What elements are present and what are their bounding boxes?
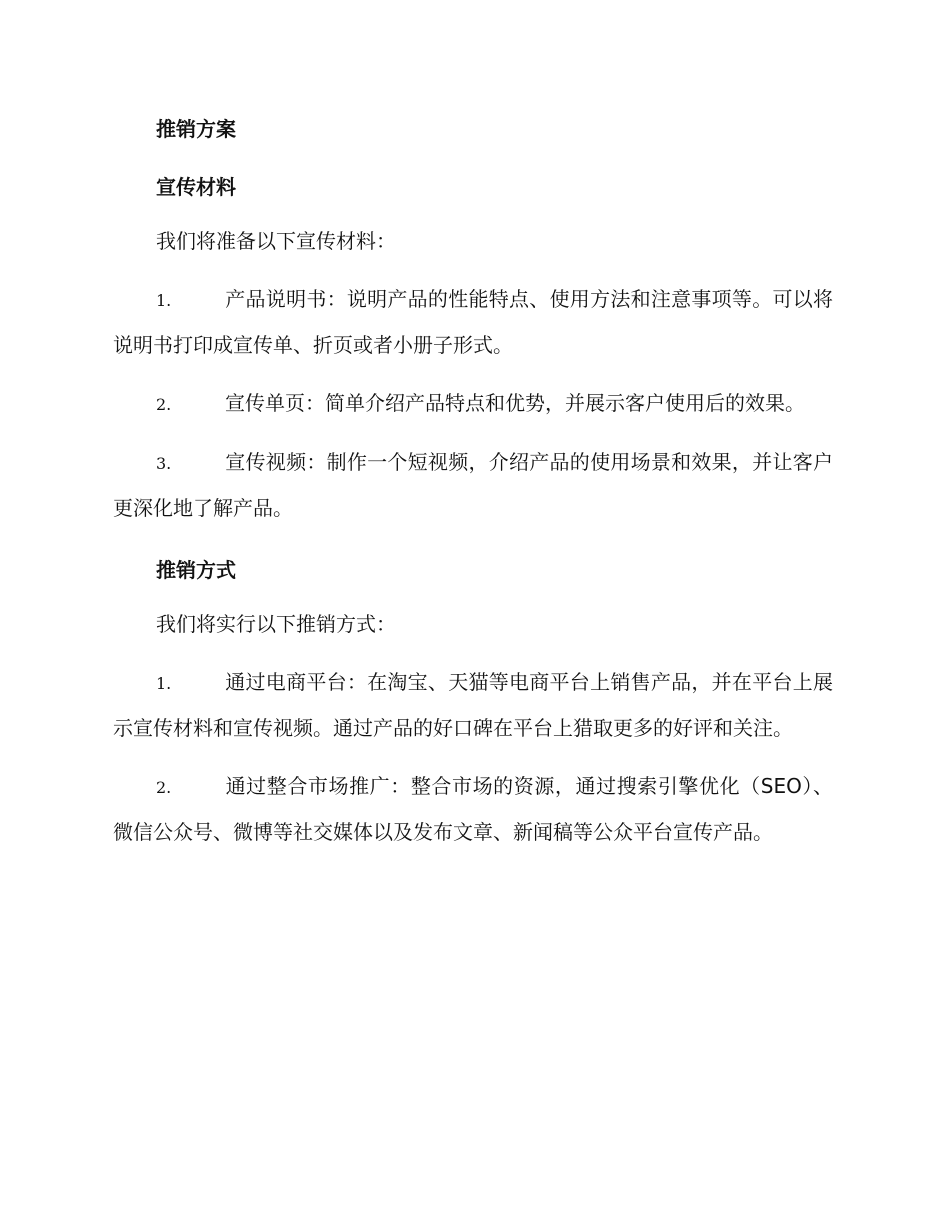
list-item-text: 通过电商平台：在淘宝、天猫等电商平台上销售产品，并在平台上展示宣传材料和宣传视频。通过产品的好口碑在平台上猎取更多的好评和关注。 <box>113 670 833 740</box>
list-item-number: 2. <box>156 395 172 414</box>
list-item-number: 1. <box>156 291 172 310</box>
section-intro-methods: 我们将实行以下推销方式： <box>156 612 396 636</box>
document-title: 推销方案 <box>156 117 236 141</box>
list-item-text: 宣传单页：简单介绍产品特点和优势，并展示客户使用后的效果。 <box>225 391 805 415</box>
section-heading-methods: 推销方式 <box>156 558 236 582</box>
list-item <box>113 764 833 868</box>
list-item <box>113 660 833 764</box>
list-item-text: 产品说明书：说明产品的性能特点、使用方法和注意事项等。可以将说明书打印成宣传单、折页或者小册子形式。 <box>113 287 833 357</box>
list-item-number: 3. <box>156 454 172 473</box>
list-item-number: 1. <box>156 674 172 693</box>
section-intro-materials: 我们将准备以下宣传材料： <box>156 229 396 253</box>
list-item <box>113 381 833 440</box>
section-heading-materials: 宣传材料 <box>156 175 236 199</box>
list-item <box>113 440 833 544</box>
list-item-text: 宣传视频：制作一个短视频，介绍产品的使用场景和效果，并让客户更深化地了解产品。 <box>113 450 833 520</box>
list-item-number: 2. <box>156 778 172 797</box>
list-item <box>113 277 833 381</box>
list-item-text: 通过整合市场推广：整合市场的资源，通过搜索引擎优化（SEO）、微信公众号、微博等社交媒体以及发布文章、新闻稿等公众平台宣传产品。 <box>113 774 833 844</box>
document-body <box>113 103 833 868</box>
